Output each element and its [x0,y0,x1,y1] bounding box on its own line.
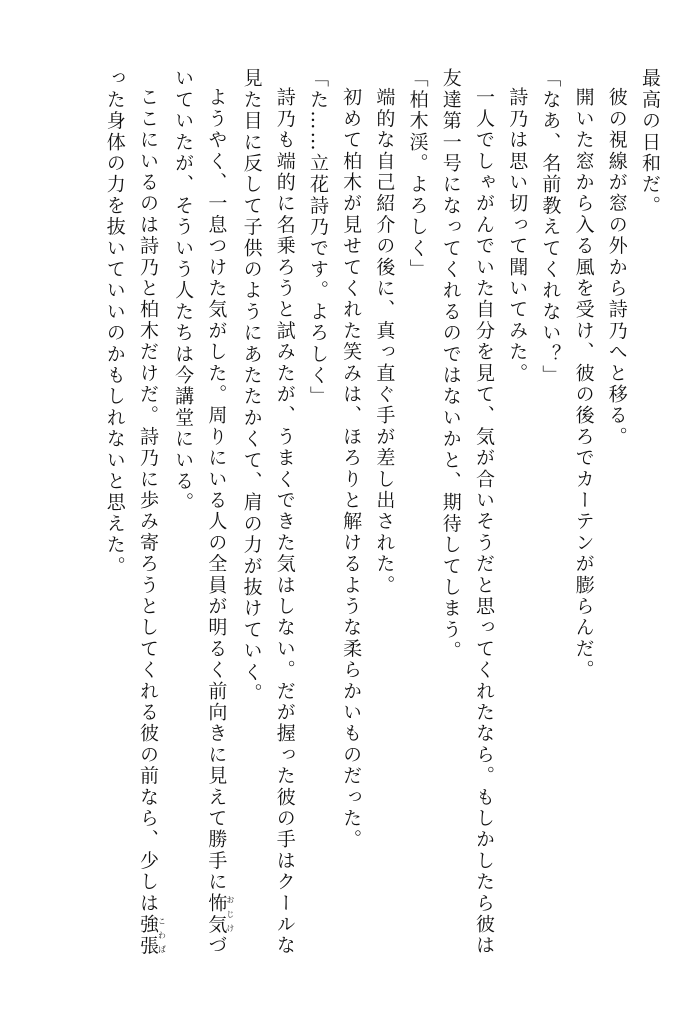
ruby-reading: こわば [157,913,167,957]
dialogue-line: 「なあ、名前教えてくれない？」 [539,68,562,386]
line-text: ようやく、一息つけた気がした。周りにいる人の全員が明るく前向きに見えて勝手に [205,87,228,893]
text-line: 端的な自己紹介の後に、真っ直ぐ手が差し出された。 [373,87,396,596]
dialogue-line: 「柏木渓。よろしく」 [406,68,429,280]
text-line: 彼の視線が窓の外から詩乃へと移る。 [605,87,628,448]
ruby-base: 怖気 [205,892,228,936]
text-line: 一人でしゃがんでいた自分を見て、気が合いそうだと思ってくれたなら。もしかしたら彼は [472,87,495,957]
ruby-annotated-word [136,913,167,957]
text-line: 詩乃も端的に名乗ろうと試みたが、うまくできた気はしない。だが握った彼の手はクールな [273,87,296,957]
text-line: 詩乃は思い切って聞いてみた。 [506,87,529,384]
vertical-text-body [98,68,666,968]
text-line: いていたが、そういう人たちは今講堂にいる。 [172,68,195,514]
ruby-reading: おじけ [225,892,235,936]
text-line: 初めて柏木が見せてくれた笑みは、ほろりと解けるような柔らかいものだった。 [340,87,363,851]
dialogue-line: 「た……立花詩乃です。よろしく」 [306,68,329,408]
text-line: 最高の日和だ。 [639,68,661,217]
text-line-with-ruby [131,68,166,968]
text-line: 開いた窓から入る風を受け、彼の後ろでカーテンが膨らんだ。 [572,87,595,681]
line-text: ここにいるのは詩乃と柏木だけだ。詩乃に歩み寄ろうとしてくれる彼の前なら、少しは [136,87,159,914]
text-line: った身体の力を抜いていいのかもしれないと思えた。 [103,68,126,577]
ruby-annotated-word [205,892,235,936]
ruby-after-text: づ [205,935,228,957]
ruby-base: 強張 [136,913,159,957]
text-line: 見た目に反して子供のようにあたたかくて、肩の力が抜けていく。 [240,68,263,704]
text-line: 友達第一号になってくれるのではないかと、期待してしまう。 [439,68,462,662]
text-line-with-ruby [199,68,234,968]
